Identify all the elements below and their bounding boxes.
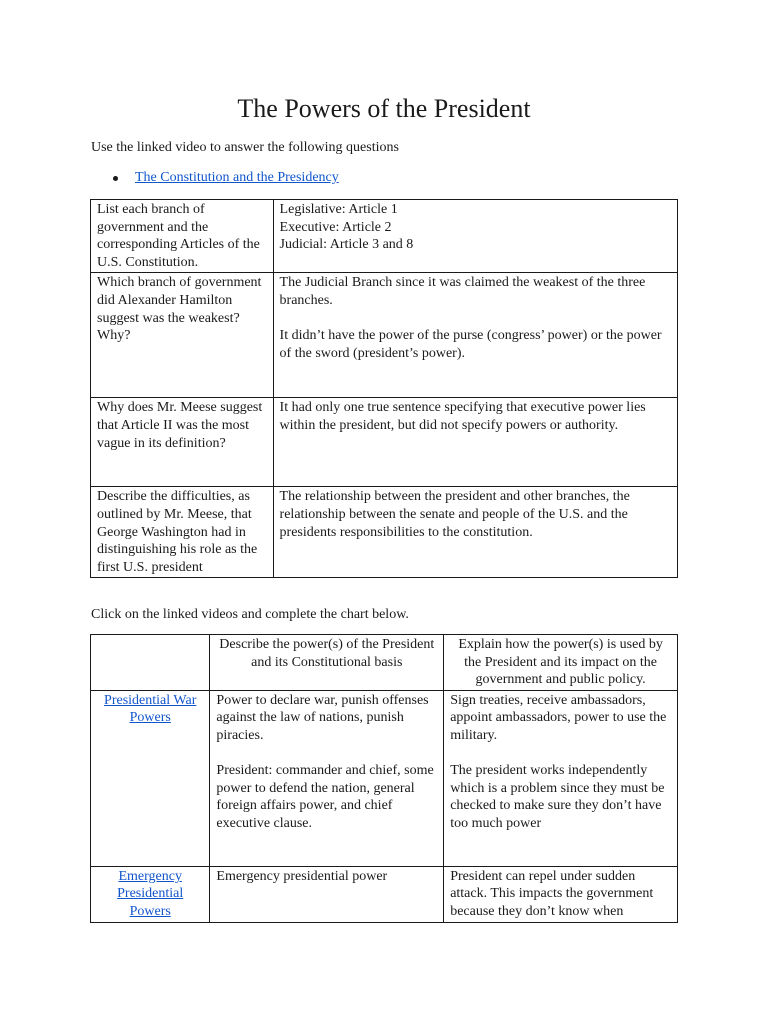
table-row [91, 866, 678, 922]
presidential-war-powers-link[interactable]: Presidential War Powers [104, 692, 197, 726]
question-cell: Describe the difficulties, as outlined by Mr. Meese, that George Washington had in distinguishing his role as the first U.S. president [91, 487, 274, 578]
question-cell: Why does Mr. Meese suggest that Article II was the most vague in its definition? [91, 398, 274, 487]
power-name-cell [91, 866, 210, 922]
header-cell-description: Describe the power(s) of the President and its Constitutional basis [210, 635, 444, 691]
power-name-cell [91, 690, 210, 866]
description-paragraph: Power to declare war, punish offenses against the law of nations, punish piracies. [216, 692, 429, 743]
description-paragraph: President: commander and chief, some power to defend the nation, general foreign affairs power, and chief executive clause. [216, 763, 434, 831]
qa-table [90, 199, 678, 578]
question-cell: List each branch of government and the corresponding Articles of the U.S. Constitution. [91, 200, 274, 273]
impact-cell [444, 866, 678, 922]
answer-cell [273, 398, 677, 487]
powers-table [90, 634, 678, 923]
page-title: The Powers of the President [237, 94, 531, 123]
answer-line: Executive: Article 2 [279, 219, 392, 235]
chart-intro-text: Click on the linked videos and complete the chart below. [91, 607, 409, 622]
emergency-presidential-powers-link[interactable]: Emergency Presidential Powers [117, 868, 184, 919]
answer-line: Judicial: Article 3 and 8 [279, 237, 414, 253]
bullet-icon [113, 176, 118, 181]
table-row [91, 200, 678, 273]
answer-paragraph: The relationship between the president and other branches, the relationship between the senate and people of the U.S. and the presidents responsibilities to the constitution. [279, 489, 630, 540]
description-cell [210, 690, 444, 866]
table-row [91, 487, 678, 578]
table-row [91, 690, 678, 866]
impact-paragraph: The president works independently which is a problem since they must be checked to make sure they don’t have too much power [450, 763, 665, 831]
impact-cell [444, 690, 678, 866]
answer-paragraph: It had only one true sentence specifying that executive power lies within the president, but did not specify powers or authority. [279, 400, 646, 433]
constitution-presidency-link[interactable]: The Constitution and the Presidency [135, 170, 339, 185]
table-row [91, 398, 678, 487]
link-list [91, 169, 339, 187]
impact-paragraph: President can repel under sudden attack. This impacts the government because they don’t know when [450, 868, 654, 919]
description-paragraph: Emergency presidential power [216, 868, 388, 884]
description-cell [210, 866, 444, 922]
header-cell-impact: Explain how the power(s) is used by the President and its impact on the government and public policy. [444, 635, 678, 691]
answer-cell [273, 273, 677, 398]
table-row [91, 273, 678, 398]
answer-cell [273, 487, 677, 578]
answer-paragraph: The Judicial Branch since it was claimed the weakest of the three branches. [279, 275, 646, 308]
question-cell: Which branch of government did Alexander Hamilton suggest was the weakest? Why? [91, 273, 274, 398]
intro-text: Use the linked video to answer the following questions [91, 140, 399, 155]
table-header-row [91, 635, 678, 691]
answer-paragraph: It didn’t have the power of the purse (congress’ power) or the power of the sword (president’s power). [279, 328, 662, 361]
answer-line: Legislative: Article 1 [279, 202, 398, 217]
impact-paragraph: Sign treaties, receive ambassadors, appoint ambassadors, power to use the military. [450, 692, 667, 743]
header-cell-empty [91, 635, 210, 691]
answer-cell [273, 200, 677, 273]
list-item [91, 169, 339, 187]
